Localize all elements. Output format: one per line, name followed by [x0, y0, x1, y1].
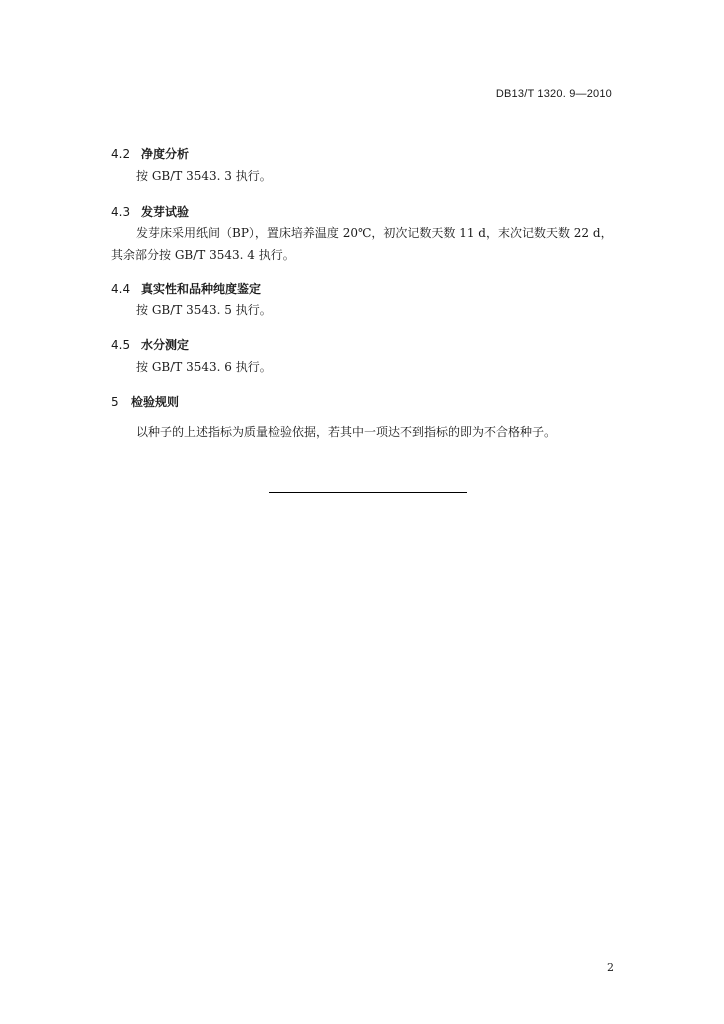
section-heading-4-4 [111, 280, 261, 297]
end-of-text-rule [269, 492, 467, 493]
section-body-4-4 [111, 299, 614, 321]
section-heading-4-3 [111, 203, 189, 220]
body-line: 其余部分按 GB/T 3543. 4 执行。 [111, 248, 295, 262]
section-title: 检验规则 [131, 395, 180, 409]
page-number: 2 [607, 961, 614, 974]
section-body-4-5 [111, 356, 614, 378]
section-body-4-3 [111, 222, 614, 266]
body-line: 按 GB/T 3543. 6 执行。 [136, 360, 272, 374]
section-number: 4.5 [111, 338, 131, 352]
section-number: 5 [111, 395, 119, 409]
section-title: 净度分析 [141, 147, 190, 161]
section-number: 4.3 [111, 205, 131, 219]
body-line: 以种子的上述指标为质量检验依据，若其中一项达不到指标的即为不合格种子。 [136, 425, 557, 439]
body-line: 按 GB/T 3543. 3 执行。 [136, 169, 272, 183]
section-heading-4-2 [111, 145, 189, 162]
section-heading-4-5 [111, 336, 189, 353]
section-number: 4.4 [111, 282, 131, 296]
section-heading-5 [111, 393, 179, 410]
standard-code: DB13/T 1320. 9—2010 [495, 88, 612, 100]
section-title: 水分测定 [141, 338, 190, 352]
section-body-4-2 [111, 165, 614, 187]
body-line: 发芽床采用纸间（BP），置床培养温度 20℃，初次记数天数 11 d，末次记数天数 22 d， [136, 226, 613, 240]
section-number: 4.2 [111, 147, 131, 161]
section-title: 发芽试验 [141, 205, 190, 219]
section-title: 真实性和品种纯度鉴定 [141, 282, 262, 296]
section-body-5 [111, 421, 614, 443]
body-line: 按 GB/T 3543. 5 执行。 [136, 303, 272, 317]
